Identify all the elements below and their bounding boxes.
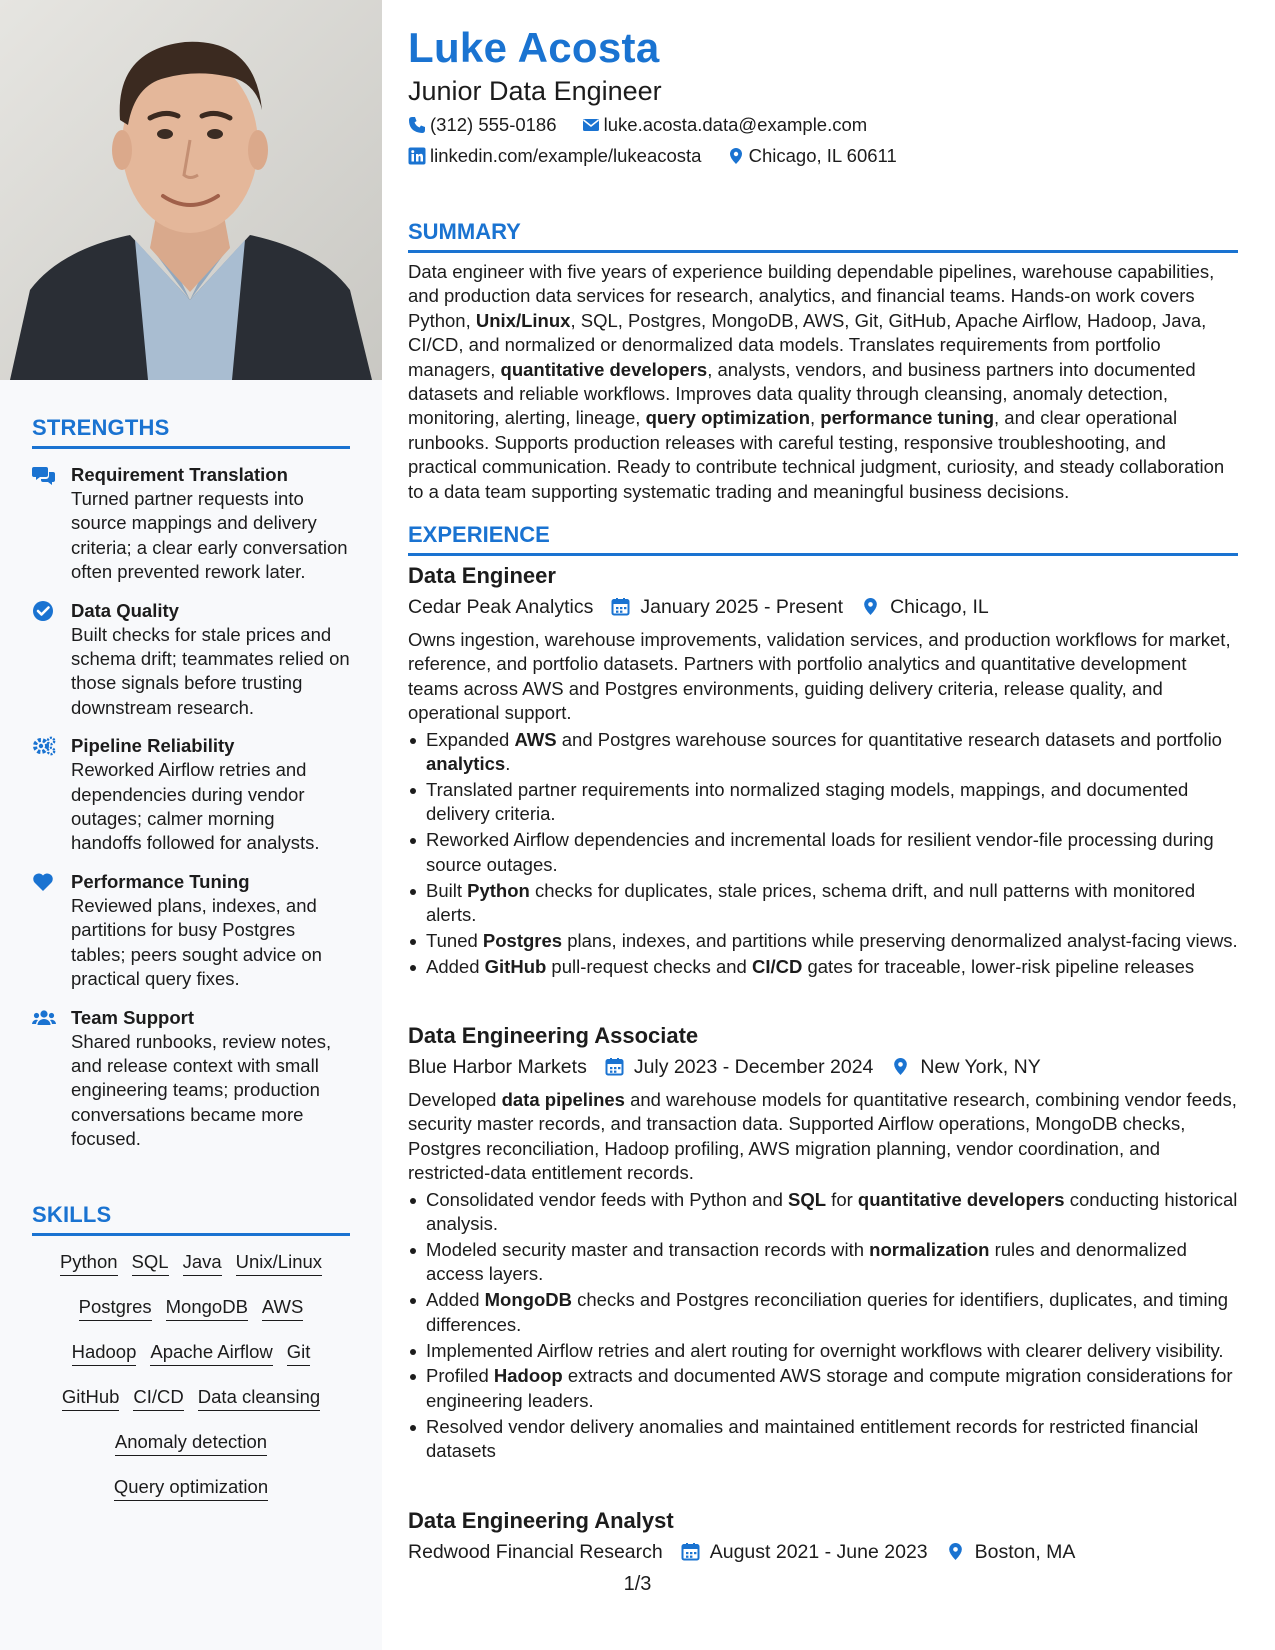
strength-title: Performance Tuning: [71, 870, 250, 892]
job-bullet: Modeled security master and transaction records with normalization rules and denormalized access layers.: [408, 1238, 1238, 1287]
job-role: Data Engineering Analyst: [408, 1508, 674, 1533]
job-bullet: Profiled Hadoop extracts and documented AWS storage and compute migration considerations for engineering leaders.: [408, 1364, 1238, 1413]
linkedin-text: linkedin.com/example/lukeacosta: [430, 145, 702, 166]
bold-keyword: CI/CD: [751, 955, 803, 977]
bold-keyword: quantitative developers: [500, 358, 708, 380]
skill-tag: Data cleansing: [198, 1385, 320, 1411]
bold-keyword: Unix/Linux: [475, 309, 571, 331]
job-bullet: Tuned Postgres plans, indexes, and partitions while preserving denormalized analyst-facing views.: [408, 929, 1238, 953]
skills-heading: SKILLS: [32, 1201, 350, 1236]
strength-title: Requirement Translation: [71, 464, 288, 485]
job-meta: [408, 1538, 1238, 1566]
map-pin-icon: [861, 597, 880, 616]
bold-keyword: quantitative developers: [857, 1188, 1065, 1210]
job-company: Cedar Peak Analytics: [408, 596, 594, 618]
strength-title: Data Quality: [71, 599, 179, 621]
strengths-heading: STRENGTHS: [32, 414, 350, 449]
job-description: Owns ingestion, warehouse improvements, validation services, and production workflows for market, reference, and portfolio datasets. Partners with portfolio analytics and quantitative development teams across AWS and Postgres environments, guiding delivery criteria, release quality, and operational support.: [408, 629, 1231, 724]
profile-photo: [0, 0, 382, 380]
users-icon: [32, 1007, 56, 1029]
strength-item: [32, 734, 350, 856]
skill-tag: CI/CD: [133, 1385, 183, 1411]
job-meta: [408, 1053, 1238, 1081]
strength-desc: Reworked Airflow retries and dependencies during vendor outages; calmer morning handoffs followed for analysts.: [71, 759, 320, 854]
experience-heading: EXPERIENCE: [408, 521, 1238, 556]
skill-tag: Git: [287, 1340, 311, 1366]
skill-tag: Anomaly detection: [115, 1430, 267, 1456]
candidate-title: Junior Data Engineer: [408, 76, 662, 106]
strength-item: [32, 870, 350, 992]
location-text: Chicago, IL 60611: [748, 145, 897, 166]
job-dates: July 2023 - December 2024: [633, 1056, 874, 1078]
job-meta: [408, 593, 1238, 621]
map-pin-icon: [891, 1057, 910, 1076]
bold-keyword: SQL: [788, 1188, 827, 1210]
bold-keyword: analytics: [426, 753, 506, 775]
skill-row: [32, 1385, 350, 1430]
calendar-icon: [611, 597, 630, 616]
calendar-icon: [681, 1542, 700, 1561]
bold-keyword: Python: [467, 879, 530, 901]
skill-tag: Java: [183, 1250, 222, 1276]
job-entry: [408, 561, 1238, 981]
job-entry: [408, 1021, 1238, 1465]
gears-icon: [32, 735, 56, 757]
check-circle-icon: [32, 600, 56, 622]
envelope-icon: [582, 116, 600, 134]
summary-text: Data engineer with five years of experience building dependable pipelines, warehouse capabilities, and production data services for research, analytics, and financial teams. Hands-on work covers Python, Unix/Linux, SQL, Postgres, MongoDB, AWS, Git, GitHub, Apache Airflow, Hadoop, Java, CI/CD, and normalized or denormalized data models. Translates requirements from portfolio managers, quantitative developers, analysts, vendors, and business partners into documented datasets and reliable workflows. Improves data quality through cleansing, anomaly detection, monitoring, alerting, lineage, query optimization, performance tuning, and clear operational runbooks. Supports production releases with careful testing, responsive troubleshooting, and practical communication. Ready to contribute technical judgment, curiosity, and steady collaboration to a data team supporting systematic trading and meaningful business decisions.: [408, 261, 1225, 502]
job-bullet: Added GitHub pull-request checks and CI/CD gates for traceable, lower-risk pipeline releases: [408, 955, 1238, 979]
job-location: New York, NY: [920, 1056, 1041, 1078]
phone-contact[interactable]: [408, 113, 557, 137]
strength-desc: Reviewed plans, indexes, and partitions for busy Postgres tables; peers sought advice on practical query fixes.: [71, 894, 322, 990]
bold-keyword: Hadoop: [493, 1365, 563, 1387]
job-description: Developed data pipelines and warehouse models for quantitative research, combining vendor feeds, security master records, and transaction data. Supported Airflow operations, MongoDB checks, Postgres reconciliation, Hadoop profiling, AWS migration planning, vendor coordination, and restricted-data entitlement records.: [408, 1089, 1237, 1184]
skill-tag: Hadoop: [72, 1340, 137, 1366]
contact-row: [408, 144, 917, 168]
job-bullet: Implemented Airflow retries and alert routing for overnight workflows with clearer delivery visibility.: [408, 1339, 1238, 1363]
candidate-name: Luke Acosta: [408, 24, 660, 71]
job-bullet: Built Python checks for duplicates, stale prices, schema drift, and null patterns with monitored alerts.: [408, 879, 1238, 928]
skill-row: [32, 1340, 350, 1385]
bold-keyword: AWS: [514, 728, 557, 750]
skill-tag: GitHub: [62, 1385, 120, 1411]
job-bullet: Translated partner requirements into normalized staging models, mappings, and documented delivery criteria.: [408, 778, 1238, 827]
strength-item: [32, 463, 350, 585]
skills-section: [32, 1201, 350, 1520]
job-entry: [408, 1506, 1238, 1566]
sidebar: [0, 0, 382, 1650]
job-bullet: Resolved vendor delivery anomalies and maintained entitlement records for restricted financial datasets: [408, 1415, 1238, 1464]
skill-row: [32, 1250, 350, 1295]
summary-heading: SUMMARY: [408, 218, 1238, 253]
skill-tag: Query optimization: [114, 1475, 268, 1501]
phone-icon: [408, 116, 426, 134]
contact-row: [408, 113, 887, 137]
strength-desc: Shared runbooks, review notes, and release context with small engineering teams; production conversations became more focused.: [71, 1030, 332, 1150]
job-dates: January 2025 - Present: [640, 596, 844, 618]
calendar-icon: [605, 1057, 624, 1076]
email-contact[interactable]: [582, 113, 868, 137]
job-bullet: Consolidated vendor feeds with Python and SQL for quantitative developers conducting historical analysis.: [408, 1188, 1238, 1237]
job-company: Blue Harbor Markets: [408, 1056, 587, 1078]
phone-text: (312) 555-0186: [430, 114, 557, 135]
bold-keyword: performance tuning: [820, 407, 995, 429]
map-pin-icon: [946, 1542, 965, 1561]
comments-icon: [32, 464, 56, 486]
bold-keyword: Postgres: [482, 929, 563, 951]
bold-keyword: MongoDB: [484, 1289, 572, 1311]
strength-title: Team Support: [71, 1006, 194, 1028]
portrait-image: [0, 0, 382, 380]
skill-tag: AWS: [262, 1295, 303, 1321]
job-dates: August 2021 - June 2023: [709, 1541, 928, 1563]
linkedin-contact[interactable]: [408, 144, 701, 168]
job-location: Boston, MA: [974, 1541, 1076, 1563]
job-bullets: [408, 728, 1238, 980]
job-role: Data Engineering Associate: [408, 1023, 699, 1048]
heart-icon: [32, 871, 56, 893]
strength-desc: Built checks for stale prices and schema drift; teammates relied on those signals before trusting downstream research.: [71, 623, 350, 718]
skill-tag: Apache Airflow: [150, 1340, 272, 1366]
skill-tag: Python: [60, 1250, 118, 1276]
strengths-section: [32, 414, 350, 1152]
bold-keyword: GitHub: [484, 955, 547, 977]
skill-row: [32, 1430, 350, 1475]
job-bullet: Reworked Airflow dependencies and incremental loads for resilient vendor-file processing during source outages.: [408, 828, 1238, 877]
bold-keyword: normalization: [869, 1238, 990, 1260]
job-bullets: [408, 1188, 1238, 1464]
bold-keyword: query optimization: [645, 407, 811, 429]
job-location: Chicago, IL: [890, 596, 989, 618]
page-number: 1/3: [623, 1573, 652, 1595]
map-pin-icon: [727, 147, 745, 165]
job-bullet: Expanded AWS and Postgres warehouse sources for quantitative research datasets and portfolio analytics.: [408, 728, 1238, 777]
strength-desc: Turned partner requests into source mappings and delivery criteria; a clear early conversation often prevented rework later.: [71, 488, 348, 583]
skill-tag: Unix/Linux: [236, 1250, 322, 1276]
email-text: luke.acosta.data@example.com: [603, 114, 868, 135]
job-bullet: Added MongoDB checks and Postgres reconciliation queries for identifiers, duplicates, and timing differences.: [408, 1288, 1238, 1337]
strength-title: Pipeline Reliability: [71, 735, 235, 757]
skill-row: [32, 1295, 350, 1340]
strength-item: [32, 599, 350, 721]
linkedin-icon: [408, 147, 426, 165]
job-company: Redwood Financial Research: [408, 1541, 663, 1563]
strength-item: [32, 1006, 350, 1152]
job-role: Data Engineer: [408, 563, 556, 588]
bold-keyword: data pipelines: [501, 1089, 625, 1110]
location-contact: [727, 144, 897, 168]
skill-tag: MongoDB: [166, 1295, 248, 1321]
skills-list: [32, 1250, 350, 1520]
skill-row: [32, 1475, 350, 1520]
skill-tag: Postgres: [79, 1295, 152, 1321]
skill-tag: SQL: [132, 1250, 169, 1276]
